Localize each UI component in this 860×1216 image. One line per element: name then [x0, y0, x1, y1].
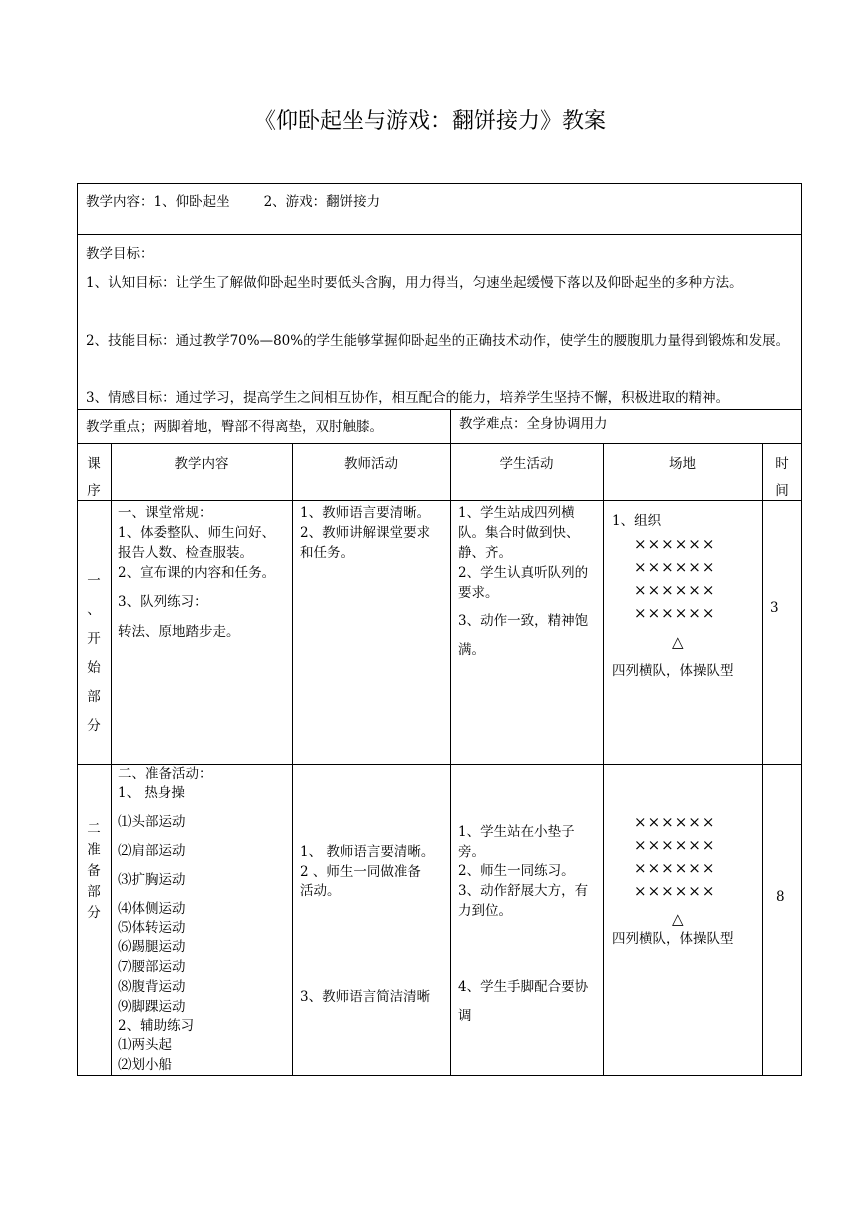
section2-content-line: 1、 热身操 [118, 785, 185, 801]
section1-student-line: 满。 [458, 642, 485, 658]
section1-student-line: 1、学生站成四列横 [458, 505, 575, 521]
section1-content-line: 3、队列练习： [118, 594, 208, 610]
section2-student-line: 4、学生手脚配合要协 [458, 979, 589, 995]
header-student: 学生活动 [499, 456, 554, 472]
objective-skill: 2、技能目标：通过教学70%—80%的学生能够掌握仰卧起坐的正确技术动作，使学生的腰腹肌力量得到锻炼和发展。 [86, 333, 790, 349]
header-venue: 场地 [669, 456, 696, 472]
section2-teacher-line: 活动。 [300, 883, 341, 899]
formation-row: ×××××× [634, 882, 716, 900]
formation-row: ×××××× [634, 581, 716, 599]
section2-content-line: 二、准备活动： [118, 766, 213, 782]
objective-cognitive: 1、认知目标：让学生了解做仰卧起坐时要低头含胸，用力得当，匀速坐起缓慢下落以及仰卧起坐的多种方法。 [86, 275, 743, 291]
section1-student-line: 静、齐。 [458, 545, 512, 561]
section2-teacher-line: 3、教师语言简洁清晰 [300, 989, 431, 1005]
section2-student-line: 旁。 [458, 844, 485, 860]
section2-content-line: ⑴两头起 [118, 1037, 172, 1053]
content-item-1: 1、仰卧起坐 [153, 194, 230, 210]
section2-student-line: 力到位。 [458, 903, 512, 919]
section2-teacher-line: 2 、师生一同做准备 [300, 864, 421, 880]
divider-header [77, 500, 802, 501]
section2-content-line: ⑵肩部运动 [118, 843, 186, 859]
section2-teacher-line: 1、 教师语言要清晰。 [300, 844, 435, 860]
formation-row: ×××××× [634, 604, 716, 622]
header-teacher: 教师活动 [344, 456, 398, 472]
content-item-2: 2、游戏：翻饼接力 [263, 194, 381, 210]
section2-content-line: ⑶扩胸运动 [118, 872, 186, 888]
section1-student-line: 要求。 [458, 585, 499, 601]
section2-student-line: 2、师生一同练习。 [458, 863, 575, 879]
header-time: 时 间 [775, 456, 789, 499]
section1-teacher-line: 和任务。 [300, 545, 354, 561]
section2-content-line: 2、辅助练习 [118, 1018, 195, 1034]
section2-time: 8 [776, 889, 785, 905]
col-divider-1 [111, 443, 112, 1076]
difficult-points: 教学难点：全身协调用力 [459, 416, 608, 432]
divider-keypoints [77, 443, 802, 444]
formation-row: ×××××× [634, 558, 716, 576]
section2-content-line: ⑷体侧运动 [118, 901, 186, 917]
section2-content-line: ⑺腰部运动 [118, 959, 186, 975]
section2-student-line: 1、学生站在小垫子 [458, 824, 575, 840]
col-divider-4 [603, 443, 604, 1076]
section2-student-line: 调 [458, 1008, 472, 1024]
section1-content-line: 报告人数、检查服装。 [118, 545, 253, 561]
section2-content-line: ⑴头部运动 [118, 814, 186, 830]
section1-content-line: 一、课堂常规： [118, 505, 213, 521]
section2-content-line: ⑻腹背运动 [118, 979, 186, 995]
document-title: 《仰卧起坐与游戏：翻饼接力》教案 [253, 109, 606, 134]
section1-venue-label: 1、组织 [612, 513, 662, 529]
formation-row: ×××××× [634, 813, 716, 831]
section2-sequence: 二 准 备 部 分 [87, 821, 101, 921]
section1-content-line: 2、宣布课的内容和任务。 [118, 565, 276, 581]
objective-affective: 3、情感目标：通过学习，提高学生之间相互协作，相互配合的能力，培养学生坚持不懈，积极进取的精神。 [86, 390, 730, 406]
content-label [86, 193, 380, 212]
section1-sequence: 一 、 开 始 部 分 [87, 573, 101, 734]
section1-student-line: 3、动作一致，精神饱 [458, 613, 589, 629]
section1-formation-caption: 四列横队，体操队型 [612, 663, 734, 679]
section2-content-line: ⑸体转运动 [118, 920, 186, 936]
section1-teacher-line: 2、教师讲解课堂要求 [300, 525, 431, 541]
key-points: 教学重点；两脚着地，臀部不得离垫，双肘触膝。 [86, 419, 383, 435]
teacher-triangle-icon: △ [672, 910, 684, 928]
section1-student-line: 2、学生认真听队列的 [458, 565, 589, 581]
divider-keypoint-col [450, 409, 451, 443]
section2-content-line: ⑹踢腿运动 [118, 939, 186, 955]
teacher-triangle-icon: △ [672, 633, 684, 651]
section2-content-line: ⑵划小船 [118, 1057, 172, 1073]
content-heading: 教学内容： [86, 194, 154, 210]
section1-teacher-line: 1、教师语言要清晰。 [300, 505, 431, 521]
divider-content [77, 234, 802, 235]
section1-content-line: 1、体委整队、师生问好、 [118, 525, 276, 541]
section2-formation-caption: 四列横队，体操队型 [612, 931, 734, 947]
formation-row: ×××××× [634, 836, 716, 854]
section1-student-line: 队。集合时做到快、 [458, 525, 580, 541]
col-divider-5 [762, 443, 763, 1076]
header-sequence: 课 序 [87, 456, 101, 499]
col-divider-2 [292, 443, 293, 1076]
objectives-heading: 教学目标： [86, 246, 154, 262]
col-divider-3 [450, 443, 451, 1076]
section1-content-line: 转法、原地踏步走。 [118, 624, 240, 640]
formation-row: ×××××× [634, 535, 716, 553]
section1-time: 3 [770, 600, 779, 616]
section2-student-line: 3、动作舒展大方，有 [458, 883, 589, 899]
section2-content-line: ⑼脚踝运动 [118, 999, 186, 1015]
header-content: 教学内容 [174, 456, 229, 472]
formation-row: ×××××× [634, 859, 716, 877]
